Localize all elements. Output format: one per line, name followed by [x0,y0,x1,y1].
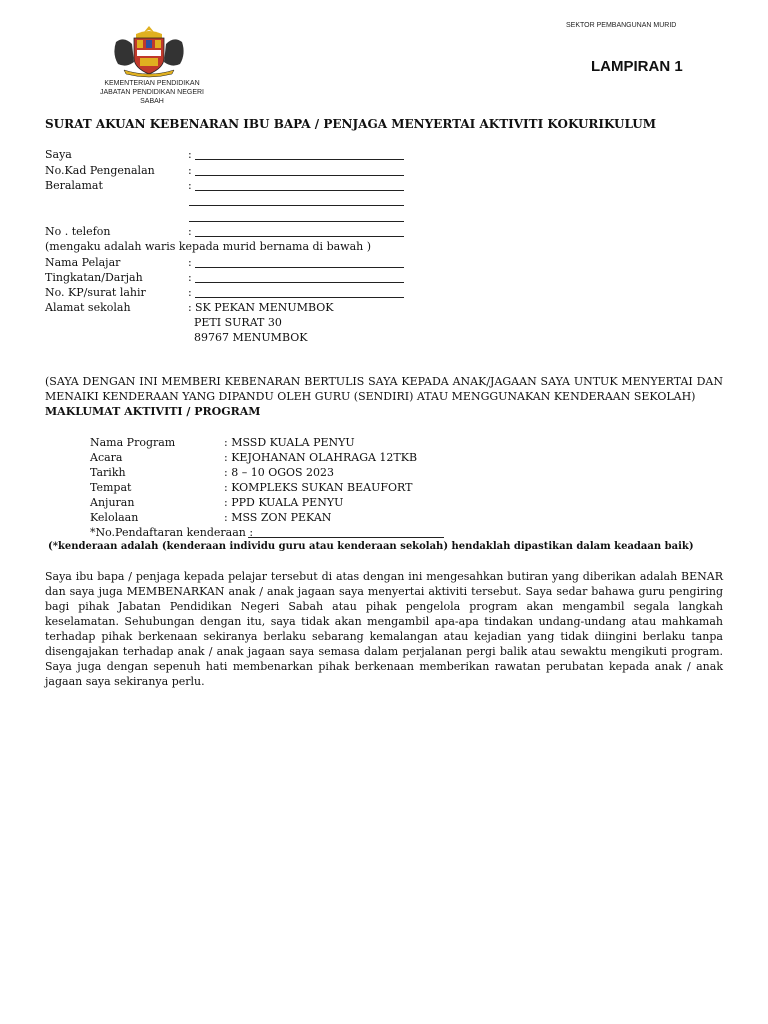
address-fill-line-2 [189,205,404,206]
permission-statement: (SAYA DENGAN INI MEMBERI KEBENARAN BERTULIS SAYA KEPADA ANAK/JAGAAN SAYA UNTUK MENYERTAI DAN MENAIKI KENDERAAN YANG DIPANDU OLEH GURU (SENDIRI) ATAU MENGGUNAKAN KENDERAAN SEKOLAH) [45,375,723,403]
program-row-tarikh [0,465,768,480]
program-value: : MSSD KUALA PENYU [224,436,355,449]
field-label: Tingkatan/Darjah [45,271,143,284]
program-label: Tarikh [90,466,126,479]
field-label: Alamat sekolah [45,301,131,314]
field-label: No . telefon [45,225,111,238]
field-row-nama-pelajar: Nama Pelajar : [0,255,768,270]
field-row-alamat-sekolah: Alamat sekolah : SK PEKAN MENUMBOK [45,301,334,314]
school-line2: PETI SURAT 30 [194,316,282,329]
field-label: Nama Pelajar [45,256,121,269]
program-row-tempat [0,480,768,495]
ministry-line1: KEMENTERIAN PENDIDIKAN [104,80,200,87]
program-label: Anjuran [90,496,135,509]
ministry-caption [92,79,212,106]
program-row-kelolaan [0,510,768,525]
document-title: SURAT AKUAN KEBENARAN IBU BAPA / PENJAGA MENYERTAI AKTIVITI KOKURIKULUM [45,117,657,131]
malaysia-crest-logo [106,24,192,78]
sector-label: SEKTOR PEMBANGUNAN MURID [566,22,677,29]
field-label: No. KP/surat lahir [45,286,146,299]
program-value: : 8 – 10 OGOS 2023 [224,466,335,479]
ministry-line2: JABATAN PENDIDIKAN NEGERI SABAH [100,89,204,105]
fill-line [195,159,404,160]
field-label: Saya [45,148,72,161]
school-line1: SK PEKAN MENUMBOK [195,301,334,314]
program-row-acara [0,450,768,465]
vehicle-label: *No.Pendaftaran kenderaan : [90,526,254,539]
lampiran-label: LAMPIRAN 1 [591,58,683,75]
program-label: Acara [90,451,123,464]
field-row-beralamat: Beralamat : [0,178,768,193]
declaration-paragraph: Saya ibu bapa / penjaga kepada pelajar tersebut di atas dengan ini mengesahkan butiran yang diberikan adalah BENAR dan saya juga MEMBENARKAN anak / anak jagaan saya menyertai aktiviti tersebut. Saya sedar bahawa guru pengiring bagi pihak Jabatan Pendidikan Negeri Sabah atau pihak pengelola program akan mengambil segala langkah keselamatan. Sehubungan dengan itu, saya tidak akan mengambil apa-apa tindakan undang-undang atau mahkamah terhadap pihak berkenaan sekiranya berlaku sebarang kemalangan atau kejadian yang tidak diingini berlaku tanpa disengajakan terhadap anak / anak jagaan saya semasa dalam perjalanan pergi balik atau sewaktu mengikuti program. Saya juga dengan sepenuh hati membenarkan pihak berkenaan memberikan rawatan perubatan kepada anak / anak jagaan saya sekiranya perlu. [45,570,723,688]
field-row-kp-surat-lahir: No. KP/surat lahir : [0,285,768,300]
field-label: No.Kad Pengenalan [45,164,155,177]
program-label: Nama Program [90,436,176,449]
fill-line [195,190,404,191]
fill-line [195,267,404,268]
field-row-telefon: No . telefon : [0,224,768,239]
program-value: : MSS ZON PEKAN [224,511,332,524]
field-row-saya: Saya : [0,147,768,162]
fill-line [195,297,404,298]
field-label: Beralamat [45,179,103,192]
program-label: Tempat [90,481,132,494]
program-label: Kelolaan [90,511,139,524]
fill-line [195,175,404,176]
vehicle-registration-row [0,525,768,540]
field-row-tingkatan: Tingkatan/Darjah : [0,270,768,285]
program-value: : KOMPLEKS SUKAN BEAUFORT [224,481,413,494]
address-fill-line-3 [189,221,404,222]
program-row-nama [0,435,768,450]
waris-note: (mengaku adalah waris kepada murid bernama di bawah ) [45,240,372,253]
program-value: : KEJOHANAN OLAHRAGA 12TKB [224,451,418,464]
school-line3: 89767 MENUMBOK [194,331,308,344]
fill-line [248,537,444,538]
vehicle-note: (*kenderaan adalah (kenderaan individu guru atau kenderaan sekolah) hendaklah dipastikan dalam keadaan baik) [48,541,694,552]
program-row-anjuran [0,495,768,510]
fill-line [195,282,404,283]
program-heading: MAKLUMAT AKTIVITI / PROGRAM [45,405,261,418]
field-row-kad-pengenalan: No.Kad Pengenalan : [0,163,768,178]
program-value: : PPD KUALA PENYU [224,496,344,509]
fill-line [195,236,404,237]
